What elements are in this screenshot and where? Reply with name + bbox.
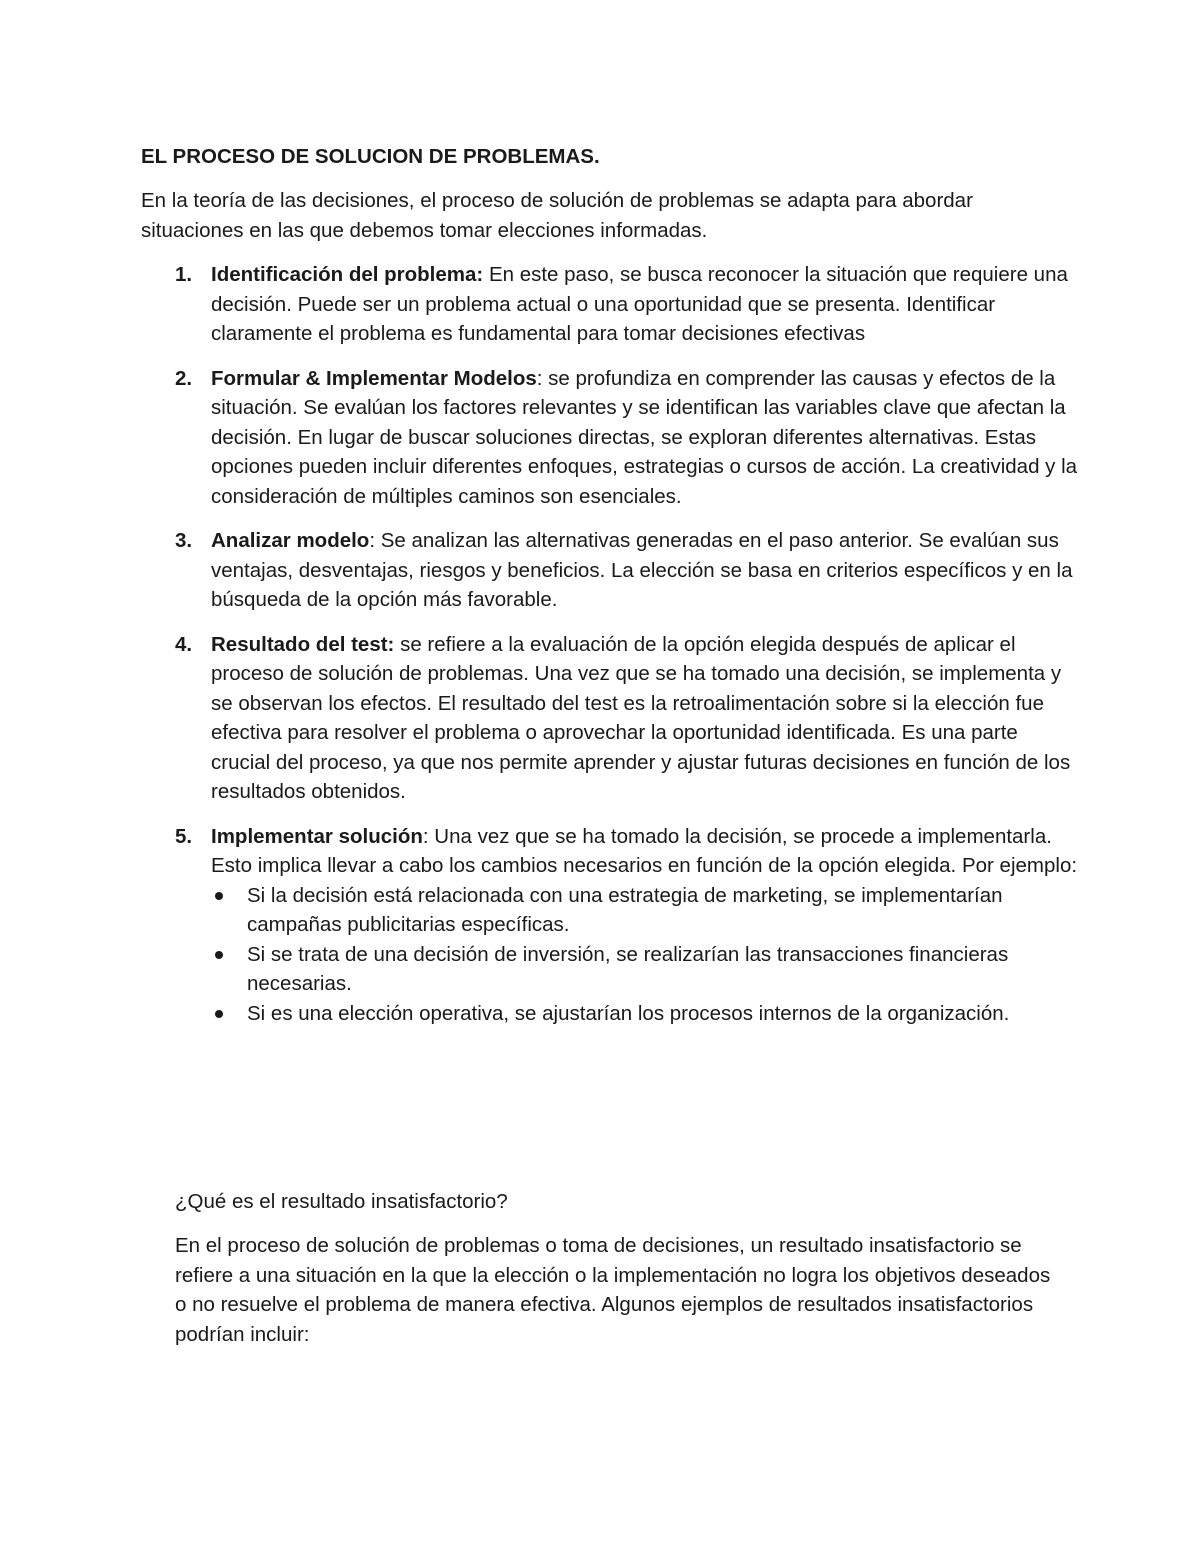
step-number: 4.	[175, 632, 193, 656]
step-body	[211, 630, 1081, 807]
step-title: Formular & Implementar Modelos	[211, 366, 537, 390]
bullet-item	[247, 940, 1037, 999]
document-title: EL PROCESO DE SOLUCION DE PROBLEMAS.	[141, 145, 600, 168]
step-title: Resultado del test:	[211, 632, 395, 656]
answer-paragraph: En el proceso de solución de problemas o toma de decisiones, un resultado insatisfactorio se refiere a una situación en la que la elección o la implementación no logra los objetivos deseados o no resuelve el problema de manera efectiva. Algunos ejemplos de resultados insatisfactorios podrían incluir:	[175, 1234, 1051, 1346]
step-item	[0, 822, 1200, 1029]
step-item	[0, 364, 1200, 512]
bullet-dot-icon	[215, 892, 223, 900]
step-body	[211, 822, 1081, 1029]
bullet-dot-icon	[215, 1010, 223, 1018]
step-body	[211, 364, 1081, 512]
step-text: se refiere a la evaluación de la opción elegida después de aplicar el proceso de solución de problemas. Una vez que se ha tomado una decisión, se implementa y se observan los efectos. El resultado del test es la retroalimentación sobre si la elección fue efectiva para resolver el problema o aprovechar la oportunidad identificada. Es una parte crucial del proceso, ya que nos permite aprender y ajustar futuras decisiones en función de los resultados obtenidos.	[211, 632, 1071, 803]
bullet-text: Si se trata de una decisión de inversión, se realizarían las transacciones financieras necesarias.	[247, 942, 1009, 995]
step-item	[0, 260, 1200, 349]
bullet-list	[211, 881, 1081, 1029]
step-body	[211, 260, 1081, 349]
step-number: 2.	[175, 366, 193, 390]
step-text: : Una vez que se ha tomado la decisión, se procede a implementarla. Esto implica llevar a cabo los cambios necesarios en función de la opción elegida. Por ejemplo:	[211, 824, 1078, 877]
bullet-item	[247, 999, 1037, 1029]
question-heading: ¿Qué es el resultado insatisfactorio?	[175, 1190, 508, 1213]
step-title: Analizar modelo	[211, 529, 370, 552]
bullet-item	[247, 881, 1037, 940]
step-text: : Se analizan las alternativas generadas en el paso anterior. Se evalúan sus ventajas, desventajas, riesgos y beneficios. La elección se basa en criterios específicos y en la búsqueda de la opción más favorable.	[211, 529, 1073, 611]
bullet-text: Si la decisión está relacionada con una estrategia de marketing, se implementarían campañas publicitarias específicas.	[247, 883, 1003, 936]
step-body	[211, 526, 1081, 615]
step-title: Implementar solución	[211, 824, 423, 848]
bullet-dot-icon	[215, 951, 223, 959]
intro-paragraph: En la teoría de las decisiones, el proceso de solución de problemas se adapta para abordar situaciones en las que debemos tomar elecciones informadas.	[141, 189, 973, 242]
step-text: En este paso, se busca reconocer la situación que requiere una decisión. Puede ser un problema actual o una oportunidad que se presenta. Identificar claramente el problema es fundamental para tomar decisiones efectivas	[211, 263, 1068, 345]
bullet-text: Si es una elección operativa, se ajustarían los procesos internos de la organización.	[247, 1001, 1010, 1025]
step-text: : se profundiza en comprender las causas y efectos de la situación. Se evalúan los factores relevantes y se identifican las variables clave que afectan la decisión. En lugar de buscar soluciones directas, se exploran diferentes alternativas. Estas opciones pueden incluir diferentes enfoques, estrategias o cursos de acción. La creatividad y la consideración de múltiples caminos son esenciales.	[211, 366, 1078, 508]
step-number: 5.	[175, 824, 193, 848]
step-number: 1.	[175, 263, 193, 286]
step-number: 3.	[175, 529, 193, 552]
step-item	[0, 630, 1200, 807]
steps-list	[0, 260, 1200, 1043]
step-title: Identificación del problema:	[211, 263, 484, 286]
step-item	[0, 526, 1200, 615]
